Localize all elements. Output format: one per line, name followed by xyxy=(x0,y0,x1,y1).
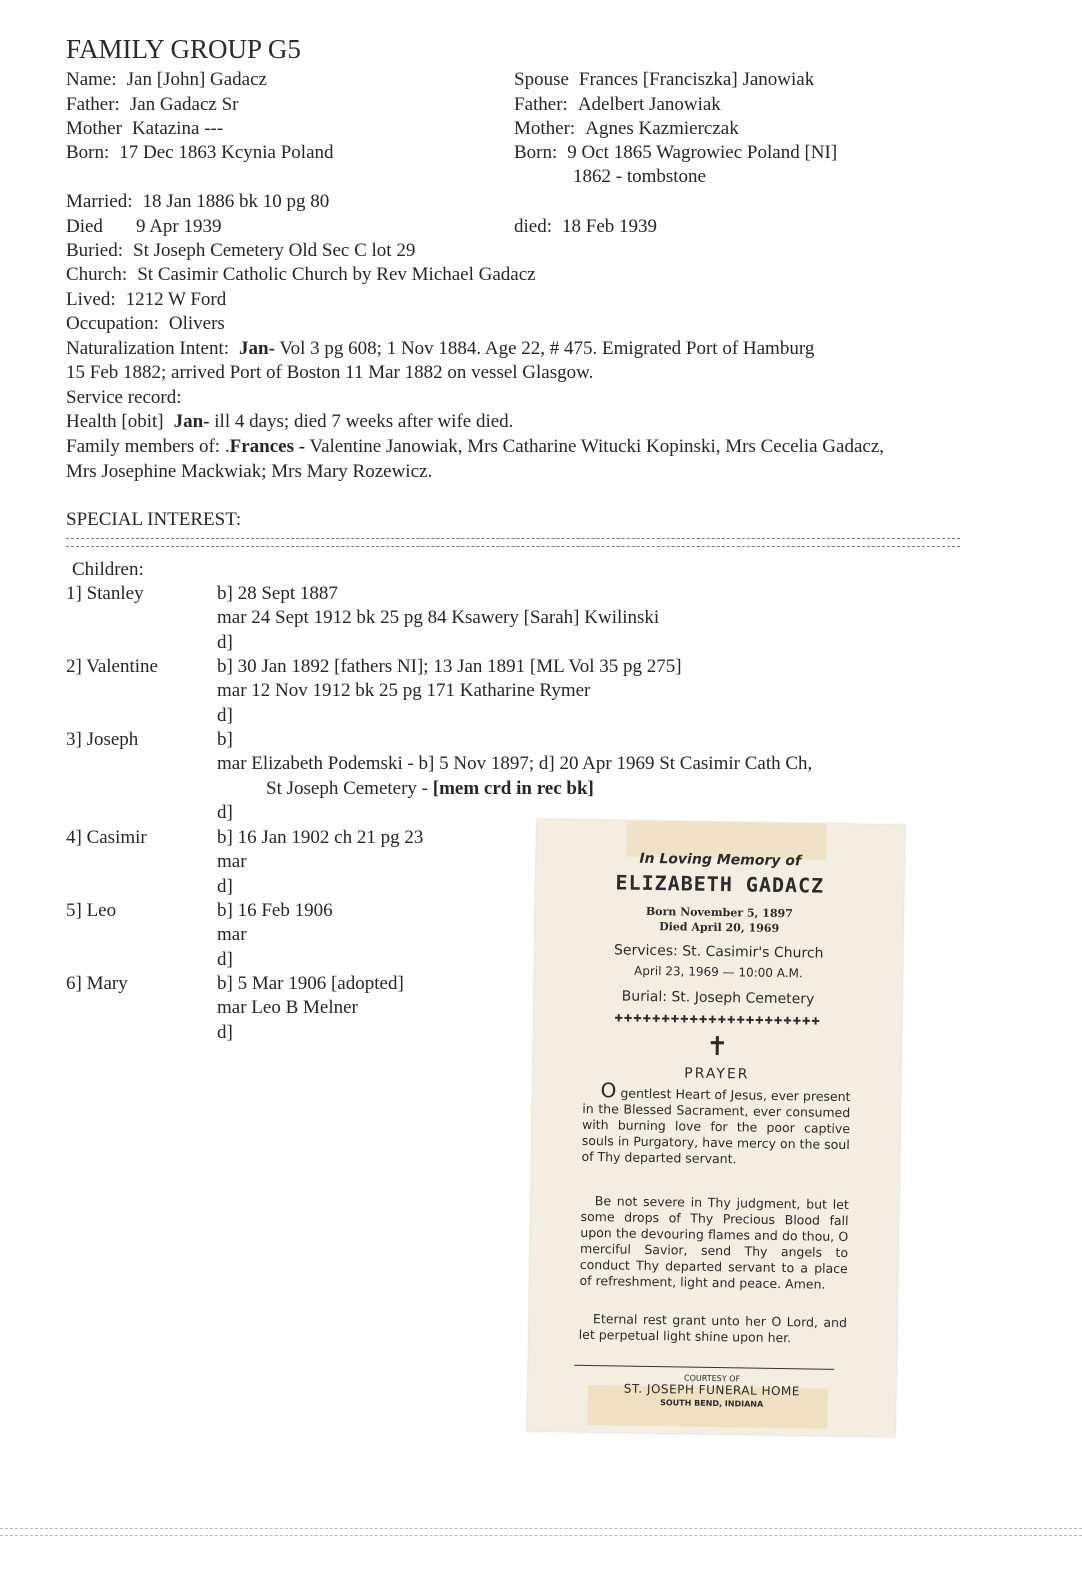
health-line xyxy=(66,410,513,434)
prayer-text: gentlest Heart of Jesus, ever present in the Blessed Sacrament, ever consumed with burning love for the poor captive souls in Purgatory, have mercy on the soul of Thy departed servant. xyxy=(581,1085,851,1167)
lived-value: 1212 W Ford xyxy=(125,289,227,310)
married-value: 18 Jan 1886 bk 10 pg 80 xyxy=(142,191,330,212)
died-label: Died xyxy=(66,216,103,237)
naturalization-label: Naturalization Intent: xyxy=(66,338,230,359)
child-marriage: mar xyxy=(217,924,247,945)
spouse-label: Spouse xyxy=(514,69,569,90)
prayer-title: PRAYER xyxy=(684,1065,750,1083)
married-line xyxy=(66,190,329,214)
wife-father-line xyxy=(514,93,721,117)
lived-line xyxy=(66,288,226,312)
wife-born-note: 1862 - tombstone xyxy=(573,166,706,187)
father-label: Father: xyxy=(66,94,120,115)
child-birth: b] xyxy=(217,729,233,750)
page-bottom-edge xyxy=(0,1528,1082,1536)
double-rule-divider xyxy=(66,538,960,547)
born-label: Born: xyxy=(66,142,110,163)
child-birth: b] 16 Feb 1906 xyxy=(217,900,333,921)
service-record-line: Service record: xyxy=(66,387,182,408)
child-name: 2] Valentine xyxy=(66,656,158,677)
married-label: Married: xyxy=(66,191,133,212)
wife-mother: Agnes Kazmierczak xyxy=(585,118,739,139)
wife-born: 9 Oct 1865 Wagrowiec Poland [NI] xyxy=(567,142,838,163)
card-burial: Burial: St. Joseph Cemetery xyxy=(621,988,815,1008)
child-name: 4] Casimir xyxy=(66,827,147,848)
child-birth: b] 16 Jan 1902 ch 21 pg 23 xyxy=(217,827,424,848)
child-death: d] xyxy=(217,1022,233,1043)
child-marriage: mar 24 Sept 1912 bk 25 pg 84 Ksawery [Sarah] Kwilinski xyxy=(217,607,660,628)
memorial-card-note: [mem crd in rec bk] xyxy=(432,778,594,799)
buried-label: Buried: xyxy=(66,240,123,261)
naturalization-line-2: 15 Feb 1882; arrived Port of Boston 11 Mar 1882 on vessel Glasgow. xyxy=(66,362,594,383)
family-label: Family members of: . xyxy=(66,436,230,457)
card-heading: In Loving Memory of xyxy=(639,850,802,870)
prayer-initial: O xyxy=(600,1078,617,1103)
child-name: 1] Stanley xyxy=(66,583,144,604)
child-death: d] xyxy=(217,802,233,823)
child-death: d] xyxy=(217,949,233,970)
family-members-line-2: Mrs Josephine Mackwiak; Mrs Mary Rozewicz. xyxy=(66,461,433,482)
card-services-date: April 23, 1969 — 10:00 A.M. xyxy=(634,963,803,981)
card-name: ELIZABETH GADACZ xyxy=(615,870,825,898)
cross-icon: ✝ xyxy=(706,1031,729,1063)
naturalization-text: Vol 3 pg 608; 1 Nov 1884. Age 22, # 475. Emigrated Port of Hamburg xyxy=(279,338,815,359)
card-funeral-home: ST. JOSEPH FUNERAL HOME xyxy=(623,1381,801,1399)
naturalization-who: Jan- xyxy=(239,338,275,359)
card-city: SOUTH BEND, INDIANA xyxy=(660,1398,764,1409)
child-name: 5] Leo xyxy=(66,900,117,921)
wife-father: Adelbert Janowiak xyxy=(577,94,721,115)
buried-line xyxy=(66,239,415,263)
wife-born-line xyxy=(514,141,837,165)
child-death: d] xyxy=(217,876,233,897)
child-marriage: mar xyxy=(217,851,247,872)
cross-row-icon: ✚✚✚✚✚✚✚✚✚✚✚✚✚✚✚✚✚✚✚✚✚✚ xyxy=(614,1013,821,1028)
prayer-paragraph: Be not severe in Thy judgment, but let some drops of Thy Precious Blood fall upon the devouring flames and do thou, O merciful Savior, send Thy angels to conduct Thy departed servant to a place of refreshment, light and peace. Amen. xyxy=(579,1193,849,1292)
husband-born: 17 Dec 1863 Kcynia Poland xyxy=(119,142,334,163)
wife-born-label: Born: xyxy=(514,142,558,163)
wife-spouse-line xyxy=(514,68,814,92)
family-who: Frances - xyxy=(229,436,306,457)
husband-father: Jan Gadacz Sr xyxy=(129,94,239,115)
prayer-paragraph: Eternal rest grant unto her O Lord, and let perpetual light shine upon her. xyxy=(578,1311,848,1346)
naturalization-line xyxy=(66,337,814,361)
child-name: 3] Joseph xyxy=(66,729,139,750)
child-birth: b] 28 Sept 1887 xyxy=(217,583,338,604)
husband-mother-line xyxy=(66,117,223,141)
child-name: 6] Mary xyxy=(66,973,128,994)
prayer-paragraph xyxy=(581,1078,851,1169)
health-label: Health [obit] xyxy=(66,411,164,432)
wife-died-line xyxy=(514,215,657,239)
husband-born-line xyxy=(66,141,334,165)
wife-died-label: died: xyxy=(514,216,552,237)
wife-mother-label: Mother: xyxy=(514,118,576,139)
occupation-label: Occupation: xyxy=(66,313,159,334)
wife-mother-line xyxy=(514,117,739,141)
family-members-line xyxy=(66,435,884,459)
mother-label: Mother xyxy=(66,118,122,139)
children-heading: Children: xyxy=(72,559,144,580)
husband-father-line xyxy=(66,93,239,117)
card-courtesy: COURTESY OF xyxy=(683,1373,741,1384)
husband-name-line xyxy=(66,68,267,92)
church-line xyxy=(66,263,536,287)
child-marriage: mar Elizabeth Podemski - b] 5 Nov 1897; d] 20 Apr 1969 St Casimir Cath Ch, xyxy=(217,753,813,774)
child-birth: b] 30 Jan 1892 [fathers NI]; 13 Jan 1891 [ML Vol 35 pg 275] xyxy=(217,656,682,677)
child-marriage: mar 12 Nov 1912 bk 25 pg 171 Katharine Rymer xyxy=(217,680,591,701)
church-value: St Casimir Catholic Church by Rev Michael Gadacz xyxy=(137,264,536,285)
memorial-card xyxy=(527,819,905,1437)
health-who: Jan- xyxy=(173,411,210,432)
card-services: Services: St. Casimir's Church xyxy=(613,942,824,962)
health-text: ill 4 days; died 7 weeks after wife died. xyxy=(214,411,514,432)
died-value: 9 Apr 1939 xyxy=(136,216,222,237)
husband-mother: Katazina --- xyxy=(131,118,224,139)
card-born: Born November 5, 1897 xyxy=(645,904,793,921)
husband-name: Jan [John] Gadacz xyxy=(126,69,267,90)
lived-label: Lived: xyxy=(66,289,116,310)
child-death: d] xyxy=(217,705,233,726)
died-line xyxy=(66,215,222,239)
occupation-value: Olivers xyxy=(168,313,225,334)
family-text: Valentine Janowiak, Mrs Catharine Witucki Kopinski, Mrs Cecelia Gadacz, xyxy=(309,436,885,457)
child-marriage-cont-text: St Joseph Cemetery - xyxy=(266,778,433,799)
occupation-line xyxy=(66,312,225,336)
wife-died: 18 Feb 1939 xyxy=(562,216,657,237)
child-birth: b] 5 Mar 1906 [adopted] xyxy=(217,973,404,994)
card-divider xyxy=(574,1365,834,1370)
page-title: FAMILY GROUP G5 xyxy=(66,34,301,64)
special-interest-heading: SPECIAL INTEREST: xyxy=(66,509,242,530)
card-died: Died April 20, 1969 xyxy=(659,920,780,935)
name-label: Name: xyxy=(66,69,117,90)
child-marriage: mar Leo B Melner xyxy=(217,997,358,1018)
wife-father-label: Father: xyxy=(514,94,568,115)
wife-name: Frances [Franciszka] Janowiak xyxy=(578,69,815,90)
church-label: Church: xyxy=(66,264,128,285)
child-death: d] xyxy=(217,632,233,653)
buried-value: St Joseph Cemetery Old Sec C lot 29 xyxy=(133,240,416,261)
child-marriage-cont xyxy=(266,777,594,801)
